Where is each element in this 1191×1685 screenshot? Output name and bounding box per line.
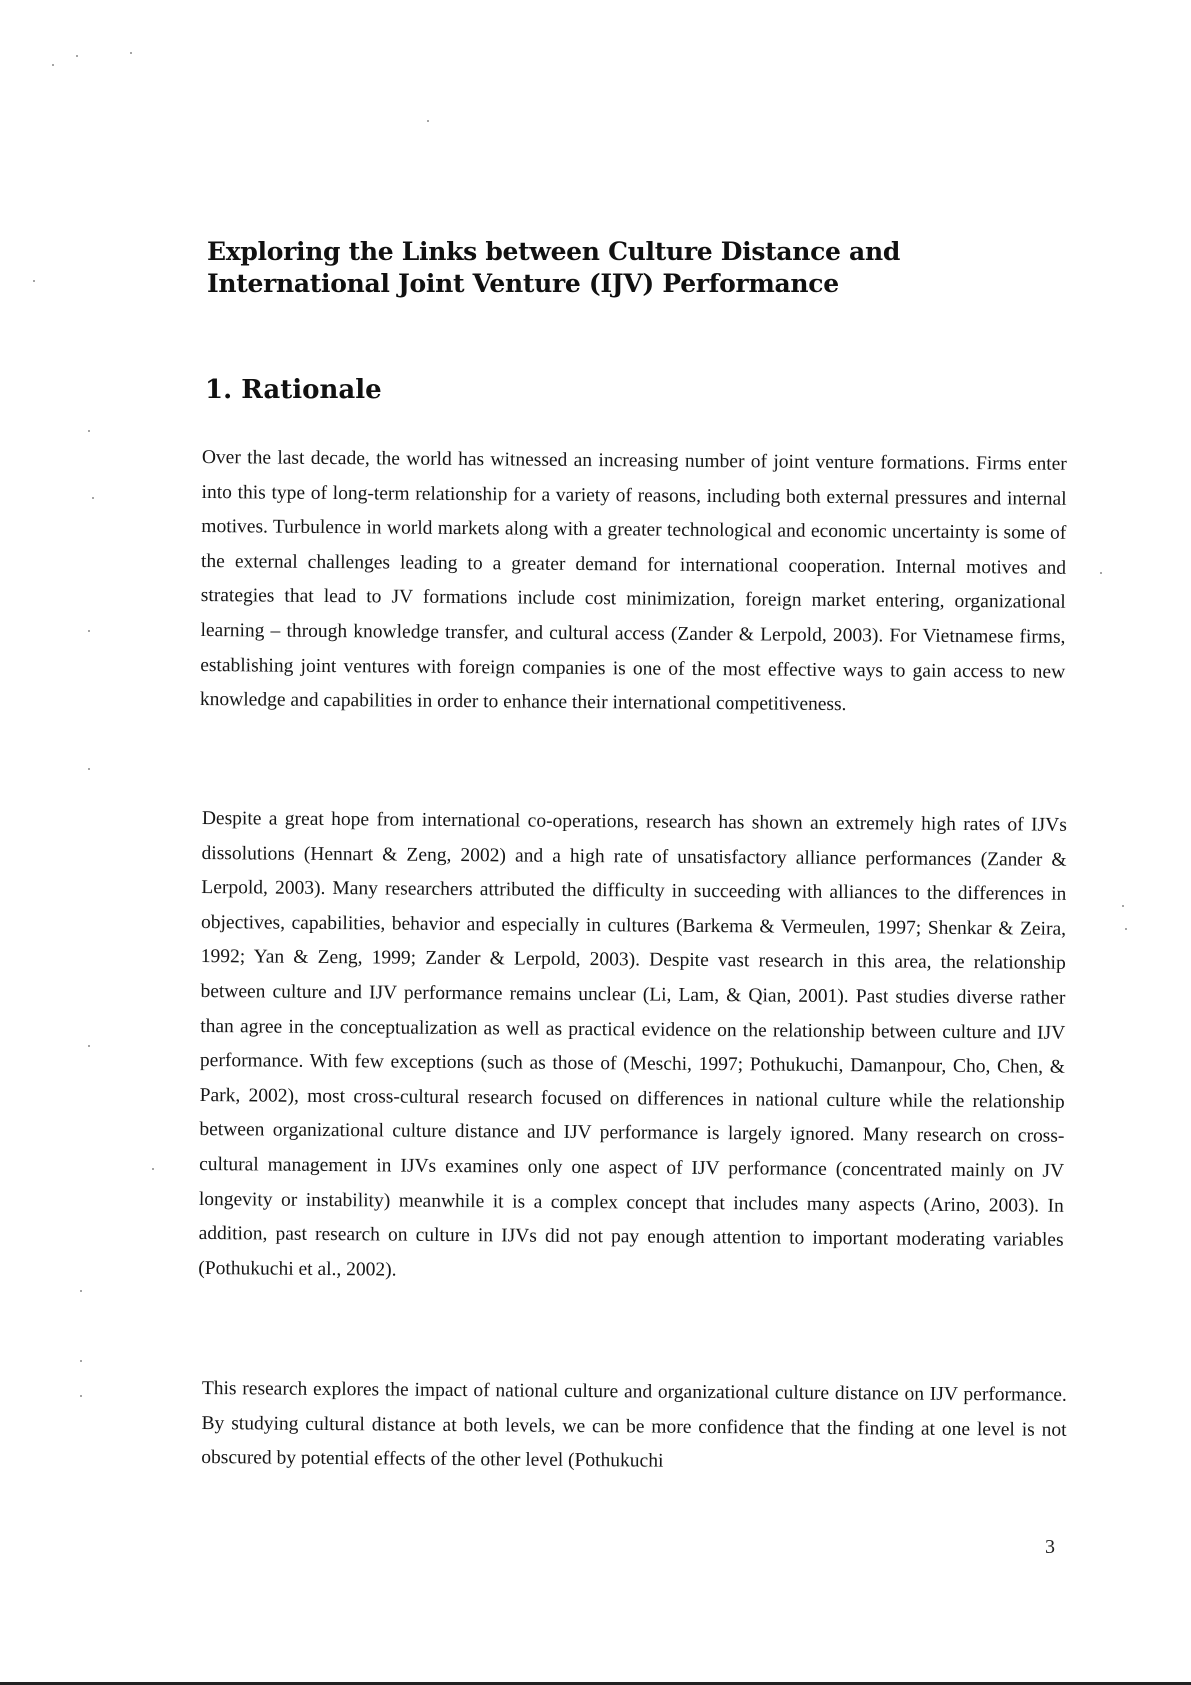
scan-speck <box>152 1168 154 1170</box>
page-number: 3 <box>1045 1536 1055 1558</box>
scan-speck <box>88 430 90 432</box>
paragraph: Over the last decade, the world has witnessed an increasing number of joint venture formations. Firms enter into this type of long-term relationship for a variety of reasons, including both external pressures and internal motives. Turbulence in world markets along with a greater technological and economic uncertainty is some of the external challenges leading to a greater demand for international cooperation. Internal motives and strategies that lead to JV formations include cost minimization, foreign market entering, organizational learning – through knowledge transfer, and cultural access (Zander & Lerpold, 2003). For Vietnamese firms, establishing joint ventures with foreign companies is one of the most effective ways to gain access to new knowledge and capabilities in order to enhance their international competitiveness. <box>199 446 1067 716</box>
document-title: Exploring the Links between Culture Distance and International Joint Venture (IJV) Performance <box>207 237 901 298</box>
scan-speck <box>80 1395 82 1397</box>
scan-speck <box>80 1290 82 1292</box>
scan-speck <box>1100 572 1102 574</box>
paragraph: This research explores the impact of national culture and organizational culture distance on IJV performance. By studying cultural distance at both levels, we can be more confidence that the finding at one level is not obscured by potential effects of the other level (Pothukuchi <box>201 1377 1067 1472</box>
scan-speck <box>427 120 429 122</box>
paragraph: Despite a great hope from international co-operations, research has shown an extremely high rates of IJVs dissolutions (Hennart & Zeng, 2002) and a high rate of unsatisfactory alliance performances (Zander & Lerpold, 2003). Many researchers attributed the difficulty in succeeding with alliances to the differences in objectives, capabilities, behavior and especially in cultures (Barkema & Vermeulen, 1997; Shenkar & Zeira, 1992; Yan & Zeng, 1999; Zander & Lerpold, 2003). Despite vast research in this area, the relationship between culture and IJV performance remains unclear (Li, Lam, & Qian, 2001). Past studies diverse rather than agree in the conceptualization as well as practical evidence on the relationship between culture and IJV performance. With few exceptions (such as those of (Meschi, 1997; Pothukuchi, Damanpour, Cho, Chen, & Park, 2002), most cross-cultural research focused on differences in national culture while the relationship between organizational culture distance and IJV performance is largely ignored. Many research on cross-cultural management in IJVs examines only one aspect of IJV performance (concentrated mainly on JV longevity or instability) meanwhile it is a complex concept that includes many aspects (Arino, 2003). In addition, past research on culture in IJVs did not pay enough attention to important moderating variables (Pothukuchi et al., 2002). <box>198 807 1067 1281</box>
scan-speck <box>88 1045 90 1047</box>
scan-speck <box>1125 928 1127 930</box>
scan-speck <box>52 64 54 66</box>
scan-speck <box>76 55 78 57</box>
section-heading-rationale: 1. Rationale <box>205 375 382 405</box>
scan-speck <box>1122 905 1124 907</box>
scan-speck <box>80 1360 82 1362</box>
scan-speck <box>88 768 90 770</box>
scan-speck <box>88 630 90 632</box>
scan-speck <box>92 497 94 499</box>
scan-speck <box>130 52 132 54</box>
scan-speck <box>33 280 35 282</box>
